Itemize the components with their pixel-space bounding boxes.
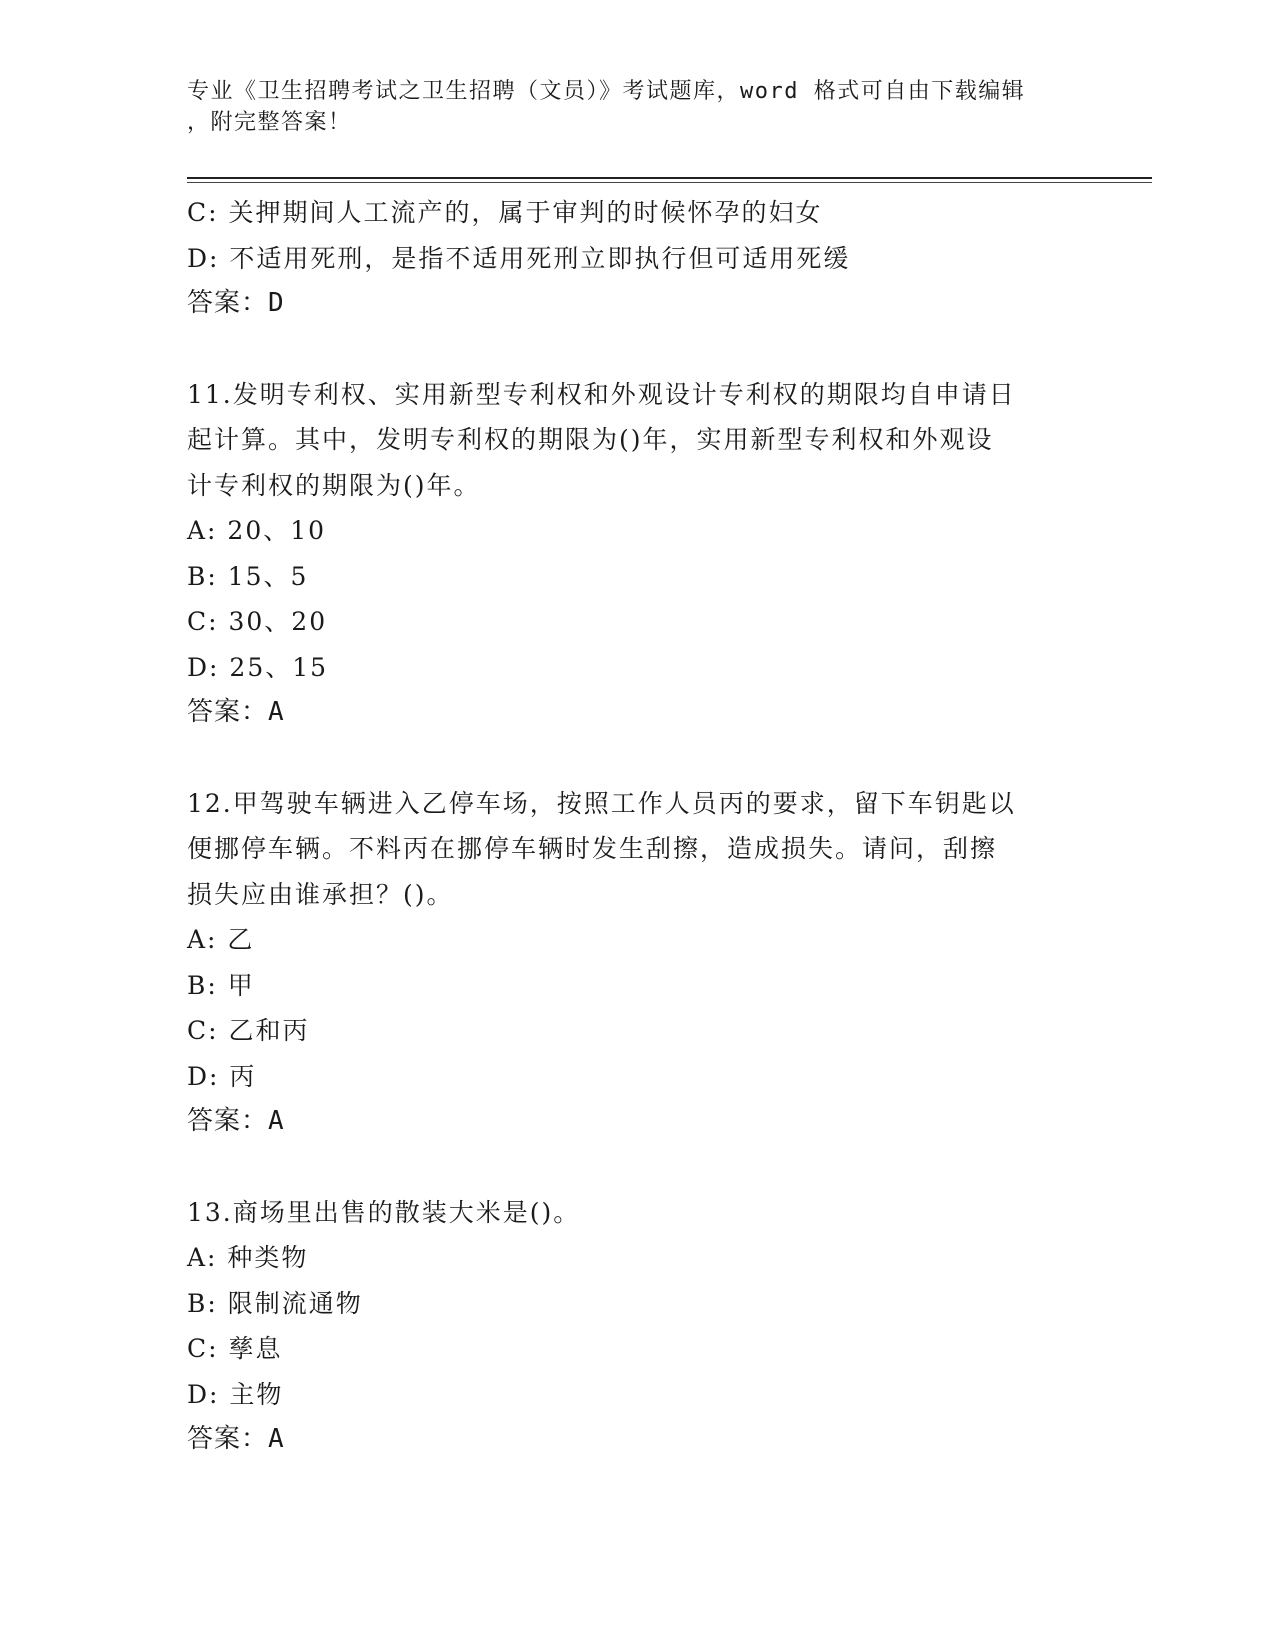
question-block-13 [187,1190,1087,1463]
question-stem-line: 起计算。其中，发明专利权的期限为()年，实用新型专利权和外观设 [187,425,994,454]
header-line-2: ，附完整答案！ [187,110,352,135]
option-d: D: 25、15 [187,652,329,682]
question-block-11 [187,372,1087,736]
option-d: D: 不适用死刑，是指不适用死刑立即执行但可适用死缓 [187,243,851,273]
spacer [187,327,1087,372]
option-c: C: 乙和丙 [187,1016,310,1045]
header-line-1: 专业《卫生招聘考试之卫生招聘（文员）》考试题库，word 格式可自由下载编辑 [187,79,1026,104]
question-stem-line: 便挪停车辆。不料丙在挪停车辆时发生刮擦，造成损失。请问，刮擦 [187,834,998,863]
option-c: C: 30、20 [187,607,328,636]
option-b: B: 15、5 [187,561,309,591]
option-a: A: 乙 [187,925,255,954]
answer-line: 答案：A [187,1106,285,1136]
option-a: A: 20、10 [187,516,327,545]
question-stem-line: 11.发明专利权、实用新型专利权和外观设计专利权的期限均自申请日 [187,379,1016,409]
question-block-12 [187,781,1087,1145]
header-divider-thick [187,177,1152,179]
option-c: C: 关押期间人工流产的，属于审判的时候怀孕的妇女 [187,198,823,227]
spacer [187,736,1087,781]
answer-line: 答案：A [187,697,285,727]
option-c: C: 孳息 [187,1334,283,1363]
question-stem-line: 计专利权的期限为()年。 [187,470,481,500]
question-stem-line: 12.甲驾驶车辆进入乙停车场，按照工作人员丙的要求，留下车钥匙以 [187,788,1016,818]
question-stem-line: 13.商场里出售的散装大米是()。 [187,1197,581,1227]
question-stem-line: 损失应由谁承担？()。 [187,879,454,909]
answer-line: 答案：D [187,288,285,318]
question-list [187,190,1087,1463]
option-d: D: 丙 [187,1061,257,1091]
option-d: D: 主物 [187,1379,284,1409]
spacer [187,1145,1087,1190]
document-header [187,76,1067,138]
answer-line: 答案：A [187,1424,285,1454]
option-b: B: 甲 [187,970,255,1000]
question-block-10-continued [187,190,1087,327]
header-divider-thin [187,182,1152,183]
option-b: B: 限制流通物 [187,1288,363,1318]
option-a: A: 种类物 [187,1243,309,1272]
